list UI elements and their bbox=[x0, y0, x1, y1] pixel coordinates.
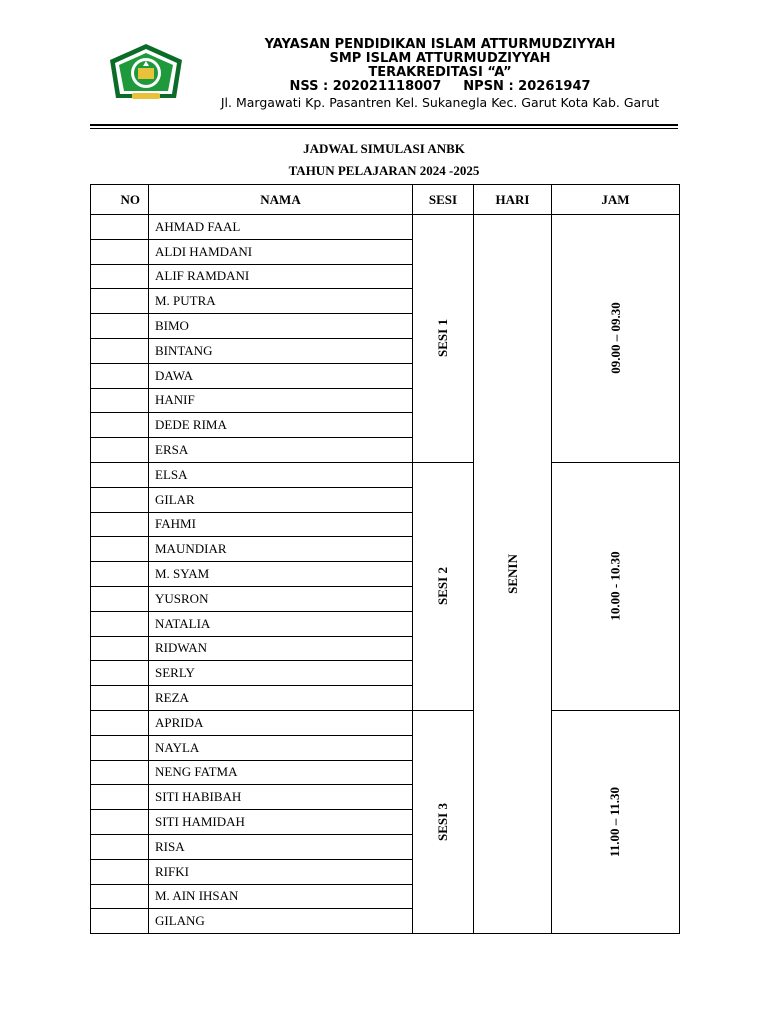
sesi-label: SESI 1 bbox=[434, 319, 450, 358]
cell-nama: DEDE RIMA bbox=[149, 413, 413, 438]
cell-nama: RISA bbox=[149, 834, 413, 859]
cell-nama: M. AIN IHSAN bbox=[149, 884, 413, 909]
cell-no bbox=[91, 438, 149, 463]
cell-no bbox=[91, 462, 149, 487]
cell-no bbox=[91, 363, 149, 388]
cell-no bbox=[91, 834, 149, 859]
accreditation: TERAKREDITASI “A” bbox=[368, 65, 512, 80]
cell-nama: SERLY bbox=[149, 661, 413, 686]
cell-no bbox=[91, 314, 149, 339]
cell-no bbox=[91, 686, 149, 711]
cell-nama: APRIDA bbox=[149, 710, 413, 735]
cell-nama: MAUNDIAR bbox=[149, 537, 413, 562]
cell-no bbox=[91, 338, 149, 363]
school-address: Jl. Margawati Kp. Pasantren Kel. Sukanegla Kec. Garut Kota Kab. Garut bbox=[220, 95, 660, 110]
cell-no bbox=[91, 487, 149, 512]
cell-no bbox=[91, 884, 149, 909]
cell-nama: GILANG bbox=[149, 909, 413, 934]
cell-no bbox=[91, 289, 149, 314]
table-body bbox=[91, 215, 680, 934]
school-name: SMP ISLAM ATTURMUDZIYYAH bbox=[329, 51, 551, 66]
cell-sesi bbox=[413, 710, 474, 933]
cell-no bbox=[91, 611, 149, 636]
header-sesi: SESI bbox=[413, 185, 474, 215]
npsn-number: NPSN : 20261947 bbox=[463, 79, 591, 94]
hari-label: SENIN bbox=[504, 554, 520, 594]
cell-jam bbox=[552, 462, 680, 710]
cell-nama: NENG FATMA bbox=[149, 760, 413, 785]
header-divider bbox=[90, 124, 678, 126]
cell-nama: SITI HAMIDAH bbox=[149, 810, 413, 835]
sesi-label: SESI 3 bbox=[434, 803, 450, 841]
cell-nama: REZA bbox=[149, 686, 413, 711]
cell-nama: ERSA bbox=[149, 438, 413, 463]
cell-nama: DAWA bbox=[149, 363, 413, 388]
cell-no bbox=[91, 512, 149, 537]
cell-no bbox=[91, 810, 149, 835]
cell-no bbox=[91, 760, 149, 785]
cell-no bbox=[91, 239, 149, 264]
cell-nama: BIMO bbox=[149, 314, 413, 339]
academic-year: TAHUN PELAJARAN 2024 -2025 bbox=[288, 163, 480, 178]
cell-no bbox=[91, 661, 149, 686]
cell-no bbox=[91, 710, 149, 735]
cell-sesi bbox=[413, 462, 474, 710]
cell-jam bbox=[552, 710, 680, 933]
schedule-table bbox=[90, 184, 680, 934]
jam-label: 11.00 – 11.30 bbox=[607, 786, 623, 858]
table-header-row bbox=[91, 185, 680, 215]
table-row bbox=[91, 215, 680, 240]
cell-hari bbox=[474, 215, 552, 934]
school-logo-icon bbox=[108, 42, 184, 108]
cell-no bbox=[91, 909, 149, 934]
table-row bbox=[91, 462, 680, 487]
cell-nama: FAHMI bbox=[149, 512, 413, 537]
cell-nama: GILAR bbox=[149, 487, 413, 512]
cell-no bbox=[91, 859, 149, 884]
cell-nama: AHMAD FAAL bbox=[149, 215, 413, 240]
registration-numbers bbox=[210, 80, 670, 94]
header-divider-thin bbox=[90, 128, 678, 129]
cell-no bbox=[91, 785, 149, 810]
cell-nama: SITI HABIBAH bbox=[149, 785, 413, 810]
nss-number: NSS : 202021118007 bbox=[289, 79, 442, 94]
cell-no bbox=[91, 562, 149, 587]
cell-no bbox=[91, 636, 149, 661]
cell-no bbox=[91, 586, 149, 611]
header-hari: HARI bbox=[474, 185, 552, 215]
cell-sesi bbox=[413, 215, 474, 463]
cell-nama: RIDWAN bbox=[149, 636, 413, 661]
cell-no bbox=[91, 735, 149, 760]
cell-nama: ALDI HAMDANI bbox=[149, 239, 413, 264]
cell-no bbox=[91, 413, 149, 438]
jam-label: 09.00 – 09.30 bbox=[607, 302, 623, 375]
cell-nama: M. SYAM bbox=[149, 562, 413, 587]
cell-nama: ELSA bbox=[149, 462, 413, 487]
cell-nama: ALIF RAMDANI bbox=[149, 264, 413, 289]
cell-nama: NATALIA bbox=[149, 611, 413, 636]
jam-label: 10.00 - 10.30 bbox=[607, 551, 623, 622]
foundation-name: YAYASAN PENDIDIKAN ISLAM ATTURMUDZIYYAH bbox=[264, 37, 616, 52]
header-nama: NAMA bbox=[149, 185, 413, 215]
cell-nama: YUSRON bbox=[149, 586, 413, 611]
cell-no bbox=[91, 264, 149, 289]
sesi-label: SESI 2 bbox=[434, 567, 450, 606]
school-header bbox=[210, 38, 670, 110]
cell-nama: BINTANG bbox=[149, 338, 413, 363]
cell-nama: NAYLA bbox=[149, 735, 413, 760]
cell-nama: RIFKI bbox=[149, 859, 413, 884]
header-no: NO bbox=[91, 185, 149, 215]
table-row bbox=[91, 710, 680, 735]
header-jam: JAM bbox=[552, 185, 680, 215]
cell-nama: M. PUTRA bbox=[149, 289, 413, 314]
cell-no bbox=[91, 388, 149, 413]
cell-nama: HANIF bbox=[149, 388, 413, 413]
cell-no bbox=[91, 215, 149, 240]
document-title: JADWAL SIMULASI ANBK bbox=[303, 141, 465, 156]
cell-jam bbox=[552, 215, 680, 463]
cell-no bbox=[91, 537, 149, 562]
